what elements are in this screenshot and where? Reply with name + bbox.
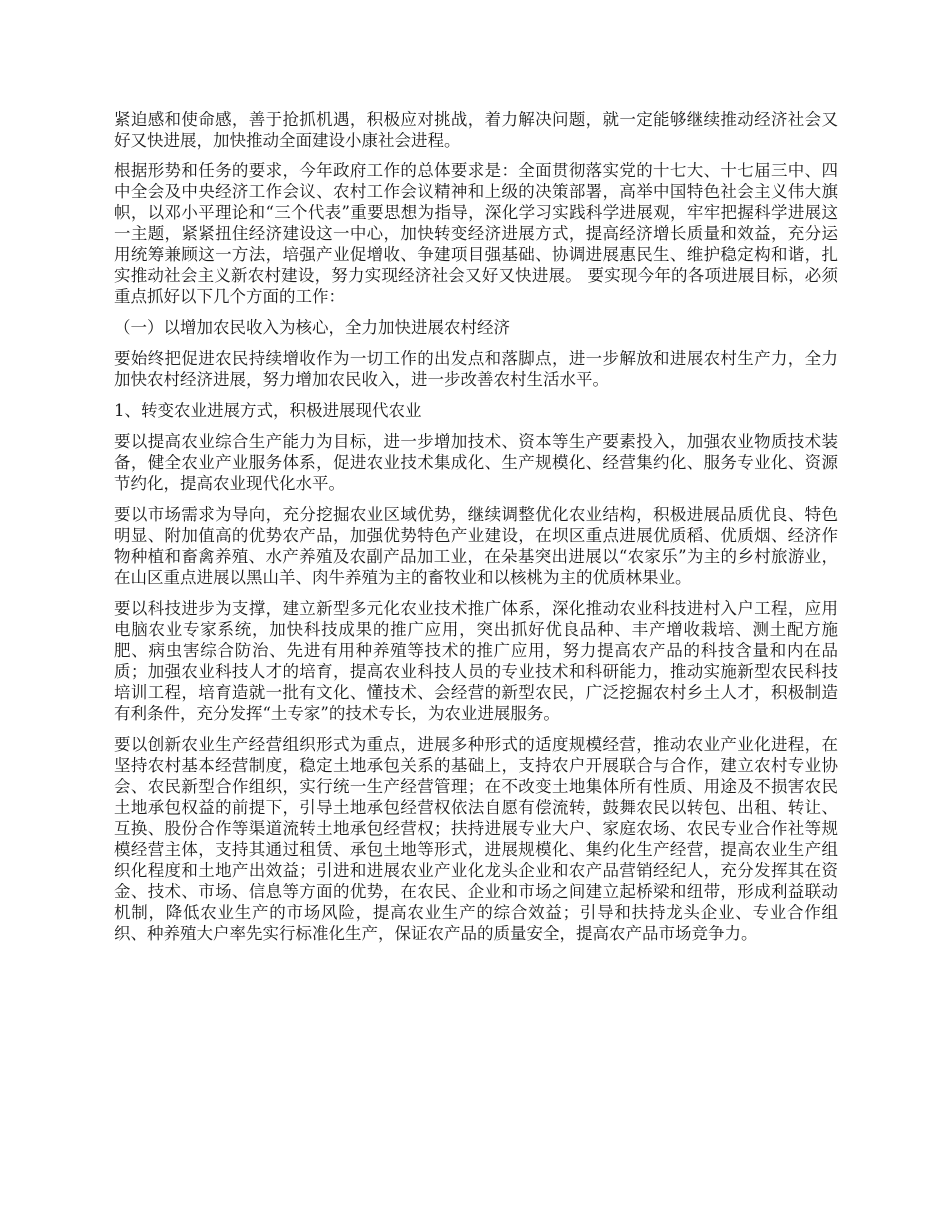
paragraph-technology: 要以科技进步为支撑，建立新型多元化农业技术推广体系，深化推动农业科技进村入户工程，应用电脑农业专家系统，加快科技成果的推广应用，突出抓好优良品种、丰产增收栽培、测土配方施肥、病虫害综合防治、先进有用种养殖等技术的推广应用，努力提高农产品的科技含量和内在品质；加强农业科技人才的培育，提高农业科技人员的专业技术和科研能力，推动实施新型农民科技培训工程，培育造就一批有文化、懂技术、会经营的新型农民，广泛挖掘农村乡土人才，积极制造有利条件，充分发挥“土专家”的技术专长，为农业进展服务。 [114, 599, 838, 723]
paragraph-organization: 要以创新农业生产经营组织形式为重点，进展多种形式的适度规模经营，推动农业产业化进程，在坚持农村基本经营制度，稳定土地承包关系的基础上，支持农户开展联合与合作，建立农村专业协会、农民新型合作组织，实行统一生产经营管理；在不改变土地集体所有性质、用途及不损害农民土地承包权益的前提下，引导土地承包经营权依法自愿有偿流转，鼓舞农民以转包、出租、转让、互换、股份合作等渠道流转土地承包经营权；扶持进展专业大户、家庭农场、农民专业合作社等规模经营主体，支持其通过租赁、承包土地等形式，进展规模化、集约化生产经营，提高农业生产组织化程度和土地产出效益；引进和进展农业产业化龙头企业和农产品营销经纪人，充分发挥其在资金、技术、市场、信息等方面的优势，在农民、企业和市场之间建立起桥梁和纽带，形成利益联动机制，降低农业生产的市场风险，提高农业生产的综合效益；引导和扶持龙头企业、专业合作组织、种养殖大户率先实行标准化生产，保证农产品的质量安全，提高农产品市场竞争力。 [114, 735, 838, 943]
document-body [114, 109, 838, 954]
paragraph-market-demand: 要以市场需求为导向，充分挖掘农业区域优势，继续调整优化农业结构，积极进展品质优良、特色明显、附加值高的优势农产品，加强优势特色产业建设，在坝区重点进展优质稻、优质烟、经济作物种植和畜禽养殖、水产养殖及农副产品加工业，在朵基突出进展以“农家乐”为主的乡村旅游业，在山区重点进展以黑山羊、肉牛养殖为主的畜牧业和以核桃为主的优质林果业。 [114, 505, 838, 587]
paragraph-general-requirements: 根据形势和任务的要求，今年政府工作的总体要求是：全面贯彻落实党的十七大、十七届三中、四中全会及中央经济工作会议、农村工作会议精神和上级的决策部署，高举中国特色社会主义伟大旗帜，以邓小平理论和“三个代表”重要思想为指导，深化学习实践科学进展观，牢牢把握科学进展这一主题，紧紧扭住经济建设这一中心，加快转变经济进展方式，提高经济增长质量和效益，充分运用统筹兼顾这一方法，培强产业促增收、争建项目强基础、协调进展惠民生、维护稳定构和谐，扎实推动社会主义新农村建设，努力实现经济社会又好又快进展。 要实现今年的各项进展目标，必须重点抓好以下几个方面的工作： [114, 161, 838, 306]
paragraph-farmer-income: 要始终把促进农民持续增收作为一切工作的出发点和落脚点，进一步解放和进展农村生产力，全力加快农村经济进展，努力增加农民收入，进一步改善农村生活水平。 [114, 349, 838, 389]
section-heading-1: （一）以增加农民收入为核心，全力加快进展农村经济 [114, 318, 510, 337]
paragraph-continuation: 紧迫感和使命感，善于抢抓机遇，积极应对挑战，着力解决问题，就一定能够继续推动经济社会又好又快进展，加快推动全面建设小康社会进程。 [114, 110, 838, 150]
paragraph-production-capacity: 要以提高农业综合生产能力为目标，进一步增加技术、资本等生产要素投入，加强农业物质技术装备，健全农业产业服务体系，促进农业技术集成化、生产规模化、经营集约化、服务专业化、资源节约化，提高农业现代化水平。 [114, 432, 838, 493]
subsection-heading-1: 1、转变农业进展方式，积极进展现代农业 [114, 401, 422, 420]
